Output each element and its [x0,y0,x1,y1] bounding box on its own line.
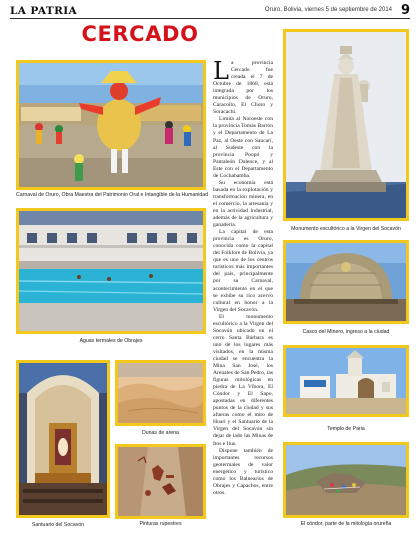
headline: CERCADO [81,22,199,46]
photo-dunes [115,360,206,426]
photo-condor [283,442,409,518]
article-body [213,60,273,544]
caption-rock-paintings: Pinturas rupestres [139,521,182,527]
paria-temple-image [286,348,406,414]
condor-image [286,445,406,515]
caption-virgin-monument: Monumento escultórico a la Virgen del Socavón [291,226,401,232]
dateline: Oruro, Bolivia, viernes 5 de septiembre de 2014 [264,7,392,13]
carnival-image [19,63,203,187]
rock-paintings-image [118,447,203,516]
article-paragraph: Su economía está basada en la explotación y transformación minera, en el comercio, la artesanía y en la actividad industrial, además de la agricultura y ganadería. [213,179,273,229]
newspaper-name: LA PATRIA [10,5,78,17]
article-paragraph: La provincia Cercado fue creada el 7 de Octubre de 1868, está integrada por los municipios de Oruro, Caracollo, El Choro y Soracachi. [213,60,273,116]
sanctuary-image [19,363,107,515]
caption-paria-temple: Templo de Paria [327,426,365,432]
caption-thermal-baths: Aguas termales de Obrajes [79,338,143,344]
drop-cap: L [213,60,229,85]
caption-condor: El cóndor, parte de la mitología orureña [300,521,392,527]
caption-sanctuary: Santuario del Socavón [31,522,85,528]
photo-rock-paintings [115,444,206,519]
photo-sanctuary [16,360,110,518]
photo-miner-helmet [283,240,409,324]
photo-thermal-baths [16,208,206,334]
photo-virgin-monument [283,29,409,221]
article-paragraph: El monumento escultórico a la Virgen del Socavón ubicado en el cerro Santa Bárbara es uno de los lugares más visitados, en la misma ciudad se encuentra la Mina San José, los Arenales de San Pedro, las figuras mitológicas en piedra de La Víbora, El Cóndor y El Sapo, apostadas en diferentes puntos de la ciudad y sus afueras como el mito de Huari y el Santuario de la Virgen del Socavón sin dejar de lado las Minas de Itos e Ilus. [213,313,273,447]
article-paragraph: Limita al Noroeste con la provincia Tomás Barrón y el Departamento de La Paz, al Oeste con Saucarí, al Sudeste con la provincia Poopó y Pantaleón Dalence, y al Este con el Departamento de Cochabamba. [213,116,273,179]
caption-miner-helmet: Casco del Minero, ingreso a la ciudad [302,329,390,335]
masthead [10,5,410,19]
article-paragraph: Dispone también de importantes recursos geotermales de valor energético y turístico como los Balnearios de Obrajes y Capachos, entre otros. [213,447,273,496]
caption-dunes: Dunas de arena [142,430,179,436]
miner-helmet-image [286,243,406,321]
article-paragraph: La capital de esta provincia es Oruro, conocida como la capital del Folklore de Bolivia, ya que es uno de los centros turísticos más importantes del país, principalmente por su Carnaval, acontecimiento en el que se exhibe su rico acervo cultural en honor a la Virgen del Socavón. [213,229,273,313]
virgin-monument-image [286,32,406,218]
photo-carnival [16,60,206,190]
caption-carnival: Carnaval de Oruro, Obra Maestra del Patrimonio Oral e Intangible de la Humanidad [16,192,209,198]
photo-paria-temple [283,345,409,417]
thermal-baths-image [19,211,203,331]
page-number: 9 [400,3,410,18]
dunes-image [118,363,203,423]
